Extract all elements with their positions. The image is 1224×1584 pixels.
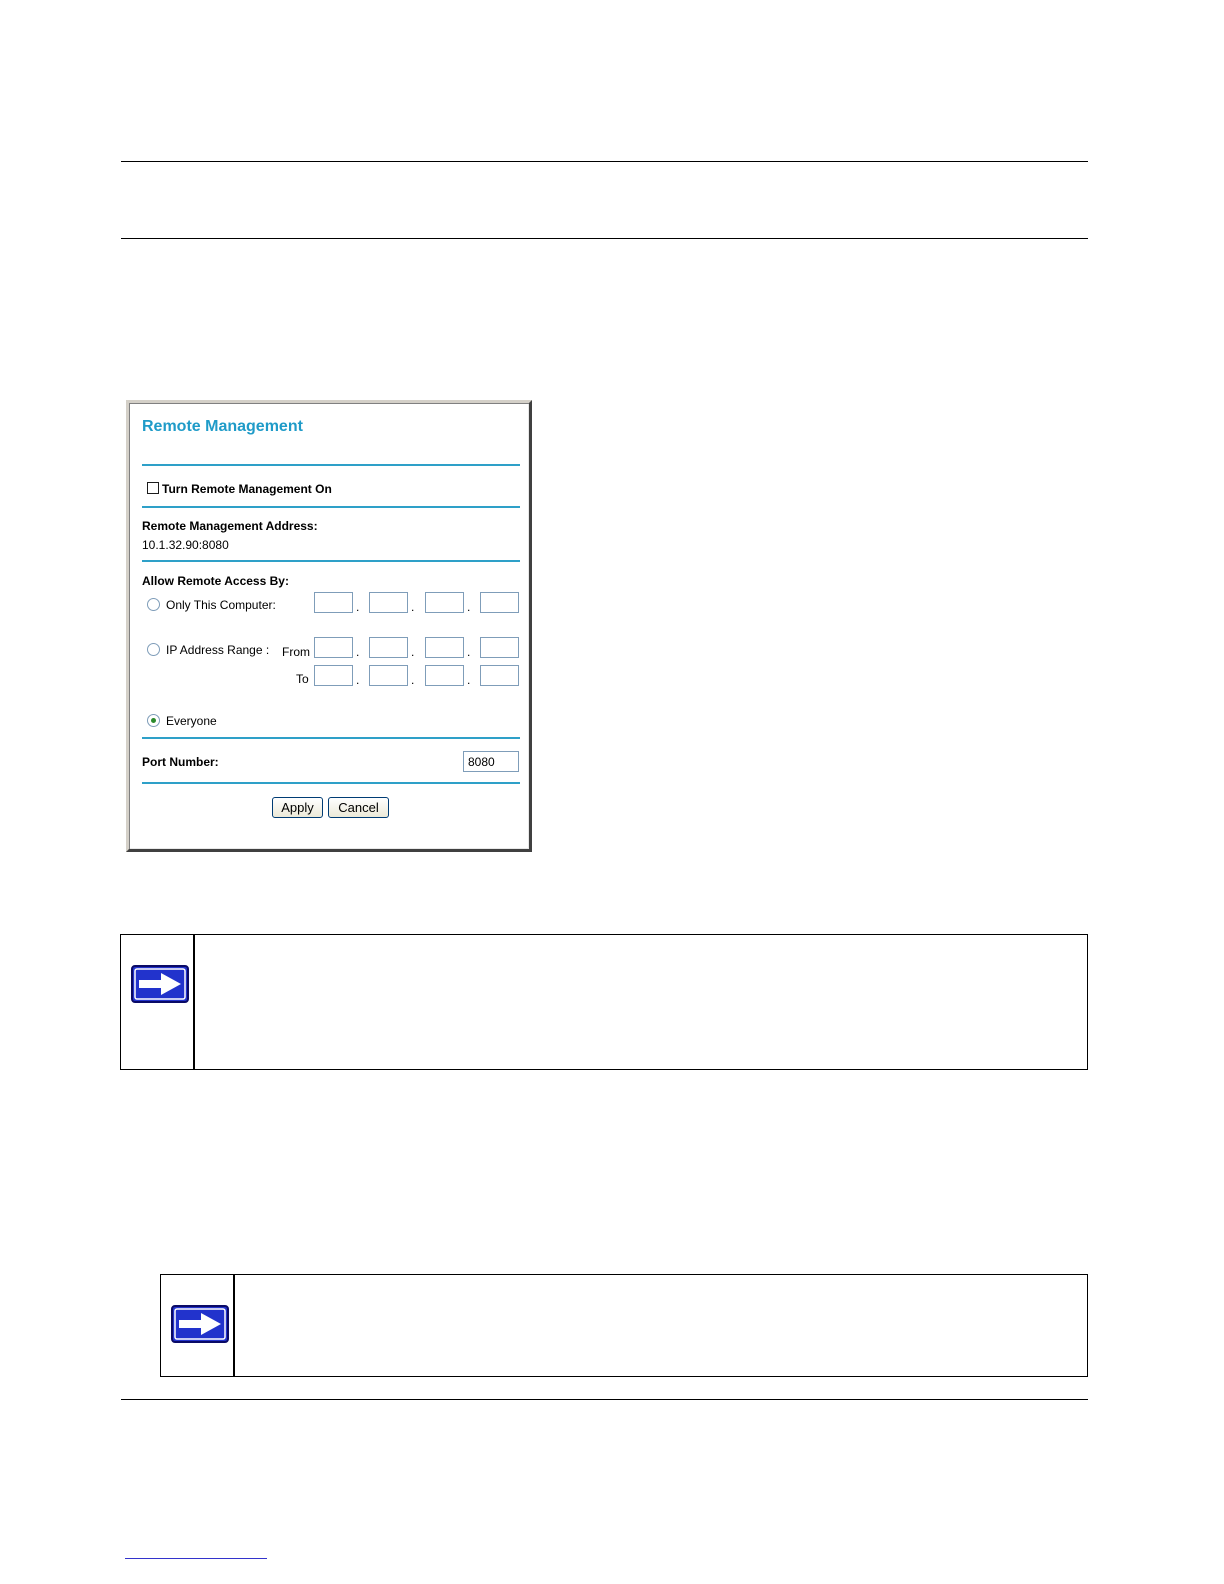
footer-link-underline[interactable] <box>125 1558 267 1559</box>
range-from-octet-1[interactable] <box>314 637 353 658</box>
note-icon-cell <box>121 935 195 1069</box>
everyone-radio[interactable] <box>147 714 160 727</box>
only-this-computer-radio[interactable] <box>147 598 160 611</box>
port-number-input[interactable] <box>463 751 519 772</box>
turn-on-label[interactable]: Turn Remote Management On <box>162 482 332 496</box>
separator <box>142 560 520 562</box>
header-rule-top <box>121 161 1088 162</box>
to-label: To <box>296 672 309 686</box>
access-heading: Allow Remote Access By: <box>142 574 289 588</box>
ip-dot: . <box>467 645 471 659</box>
header-rule-bottom <box>121 238 1088 239</box>
from-label: From <box>282 645 310 659</box>
range-to-octet-2[interactable] <box>369 665 408 686</box>
range-to-octet-1[interactable] <box>314 665 353 686</box>
port-label: Port Number: <box>142 755 219 769</box>
range-to-octet-4[interactable] <box>480 665 519 686</box>
range-from-octet-4[interactable] <box>480 637 519 658</box>
cancel-button[interactable]: Cancel <box>328 797 389 818</box>
panel-title: Remote Management <box>142 418 303 435</box>
only-this-ip-octet-3[interactable] <box>425 592 464 613</box>
only-this-ip-octet-4[interactable] <box>480 592 519 613</box>
turn-on-checkbox[interactable] <box>147 482 159 494</box>
ip-range-label: IP Address Range : <box>166 643 270 657</box>
apply-button[interactable]: Apply <box>272 797 323 818</box>
ip-dot: . <box>411 600 415 614</box>
only-this-ip-octet-1[interactable] <box>314 592 353 613</box>
range-to-octet-3[interactable] <box>425 665 464 686</box>
ip-dot: . <box>356 600 360 614</box>
ip-dot: . <box>356 645 360 659</box>
note-box <box>160 1274 1088 1377</box>
ip-range-radio[interactable] <box>147 643 160 656</box>
only-this-computer-label: Only This Computer: <box>166 598 276 612</box>
only-this-ip-octet-2[interactable] <box>369 592 408 613</box>
address-heading: Remote Management Address: <box>142 519 318 533</box>
ip-dot: . <box>467 600 471 614</box>
footer-rule <box>121 1399 1088 1400</box>
separator <box>142 506 520 508</box>
ip-dot: . <box>411 673 415 687</box>
range-from-octet-2[interactable] <box>369 637 408 658</box>
ip-dot: . <box>467 673 471 687</box>
remote-management-panel <box>126 400 532 852</box>
separator <box>142 464 520 466</box>
range-from-octet-3[interactable] <box>425 637 464 658</box>
separator <box>142 782 520 784</box>
ip-dot: . <box>356 673 360 687</box>
right-arrow-icon <box>131 965 189 1003</box>
ip-dot: . <box>411 645 415 659</box>
right-arrow-icon <box>171 1305 229 1343</box>
address-value: 10.1.32.90:8080 <box>142 538 229 552</box>
separator <box>142 737 520 739</box>
everyone-label: Everyone <box>166 714 217 728</box>
note-box <box>120 934 1088 1070</box>
note-icon-cell <box>161 1275 235 1376</box>
